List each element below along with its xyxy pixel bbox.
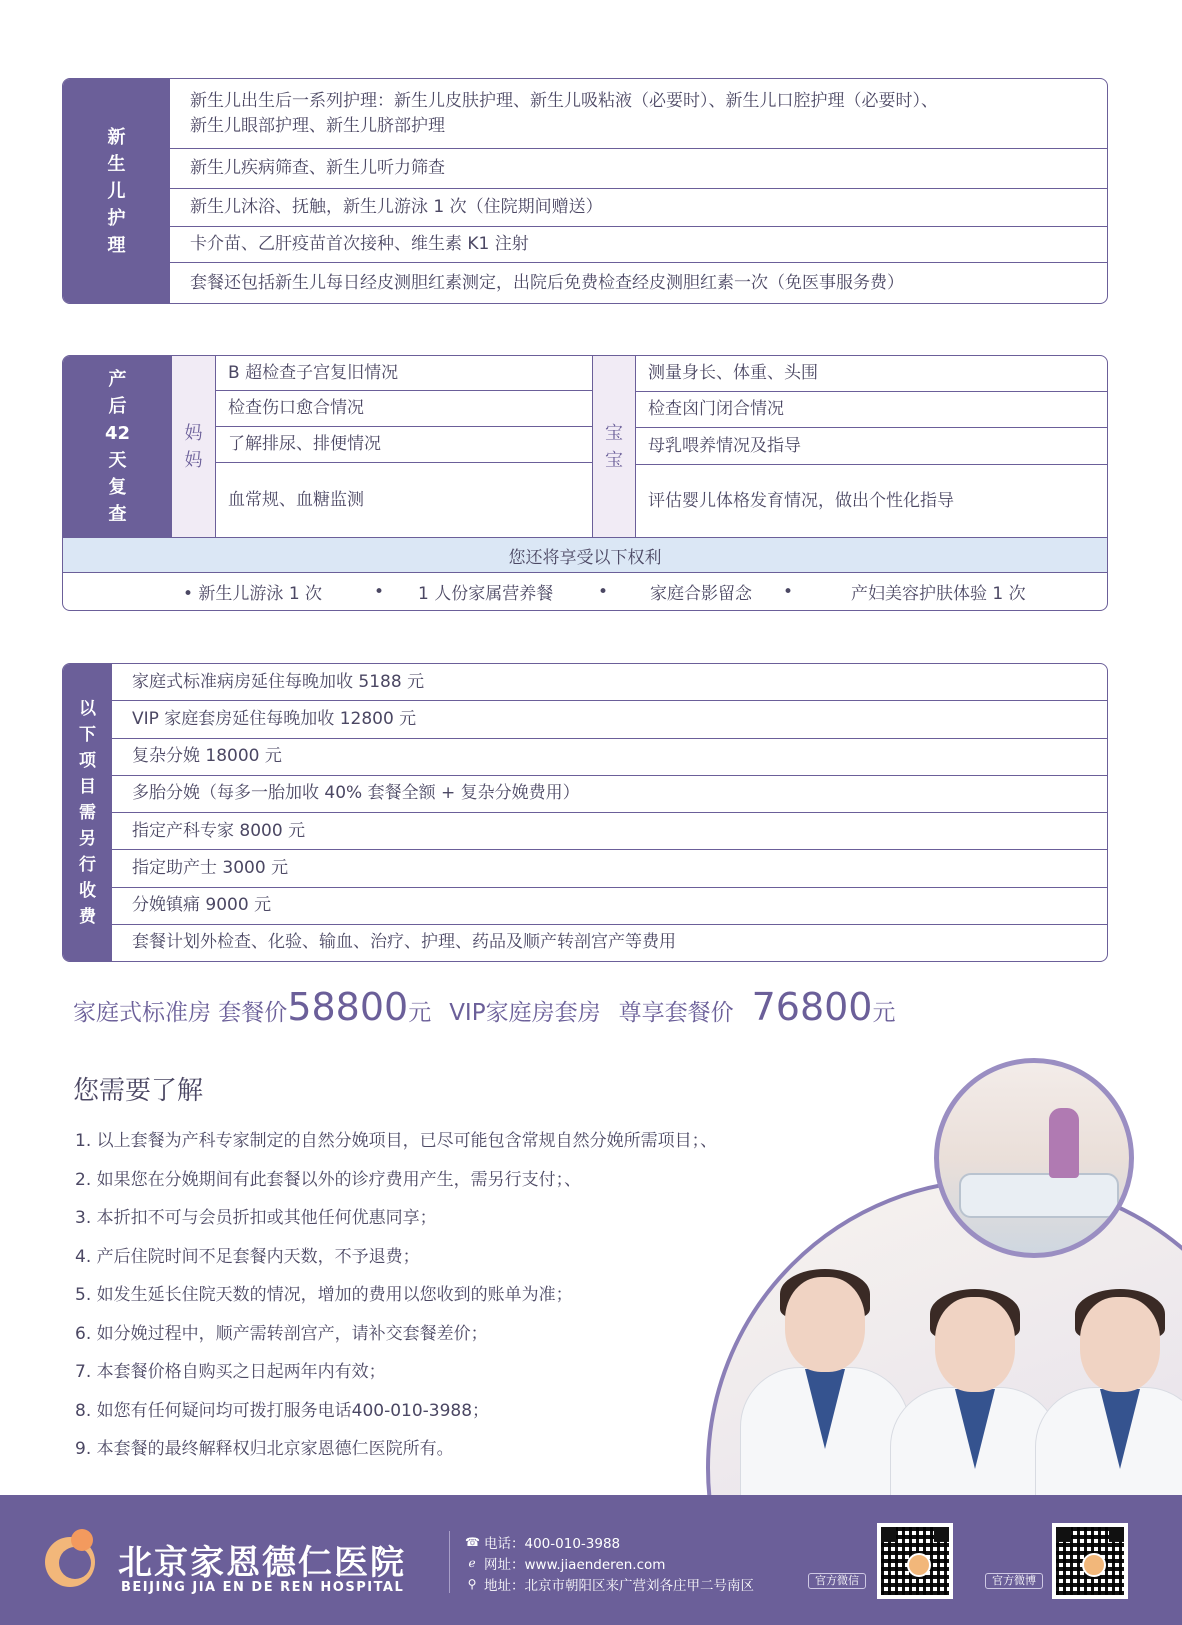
- footer-website: ℯ 网址：www.jiaenderen.com: [465, 1553, 665, 1573]
- postpartum-checkup-label: 产 后 42 天 复 查: [63, 356, 172, 537]
- extra-fee-row: 指定产科专家 8000 元: [112, 813, 1107, 850]
- newborn-care-table: [62, 78, 1108, 304]
- hospital-bed: [959, 1173, 1119, 1218]
- weibo-qr-code[interactable]: [1052, 1523, 1128, 1599]
- rights-item: 家庭合影留念: [650, 584, 752, 604]
- weibo-label: 官方微博: [985, 1573, 1043, 1589]
- extra-fees-table: [62, 663, 1108, 962]
- hospital-logo-icon: [45, 1529, 105, 1589]
- baby-item: 评估婴儿体格发育情况，做出个性化指导: [648, 490, 954, 511]
- standard-price-value: 58800: [287, 985, 409, 1029]
- note-item: 8. 如您有任何疑问均可拨打服务电话400-010-3988；: [75, 1400, 490, 1421]
- note-item: 5. 如发生延长住院天数的情况，增加的费用以您收到的账单为准；: [75, 1285, 573, 1305]
- mom-item: 检查伤口愈合情况: [216, 391, 592, 427]
- extra-fee-row: 分娩镇痛 9000 元: [112, 888, 1107, 925]
- note-item: 9. 本套餐的最终解释权归北京家恩德仁医院所有。: [75, 1439, 454, 1459]
- mom-item: 了解排尿、排便情况: [216, 427, 592, 463]
- postpartum-checkup-table: [62, 355, 1108, 611]
- mom-label: 妈 妈: [172, 356, 216, 537]
- extra-fees-label: 以 下 项 目 需 另 行 收 费: [63, 664, 112, 961]
- extra-fee-row: 指定助产士 3000 元: [112, 850, 1107, 887]
- baby-items: [636, 356, 1107, 537]
- rights-bullet: •: [374, 581, 385, 602]
- hospital-name-en: BEIJING JIA EN DE REN HOSPITAL: [121, 1580, 405, 1595]
- footer-divider: [449, 1531, 450, 1593]
- rights-item: • 新生儿游泳 1 次: [183, 584, 323, 604]
- rights-list: [63, 573, 1107, 610]
- hospital-name-cn: 北京家恩德仁医院: [118, 1543, 406, 1583]
- vip-price-label: 尊享套餐价: [618, 1000, 734, 1026]
- note-item: 4. 产后住院时间不足套餐内天数，不予退费；: [75, 1246, 420, 1267]
- extra-fee-row: 复杂分娩 18000 元: [112, 739, 1107, 776]
- wechat-qr-code[interactable]: [877, 1523, 953, 1599]
- newborn-care-label: 新 生 儿 护 理: [63, 79, 170, 303]
- newborn-care-row: 新生儿沐浴、抚触，新生儿游泳 1 次（住院期间赠送）: [170, 189, 1107, 227]
- rights-title: 您还将享受以下权利: [63, 537, 1107, 573]
- web-icon: ℯ: [468, 1556, 476, 1570]
- vip-room-label: VIP家庭房套房: [449, 1000, 601, 1026]
- footer-phone: ☎ 电话：400-010-3988: [465, 1535, 621, 1552]
- vip-price-unit: 元: [872, 1000, 896, 1026]
- baby-label: 宝 宝: [592, 356, 636, 537]
- vip-price-value: 76800: [751, 985, 873, 1029]
- rights-item: 1 人份家属营养餐: [418, 584, 554, 604]
- standard-price-label: 家庭式标准房 套餐价: [73, 1000, 288, 1026]
- mom-item: B 超检查子宫复旧情况: [216, 356, 592, 391]
- footer-address: ⚲ 地址：北京市朝阳区来广营刘各庄甲二号南区: [465, 1574, 754, 1594]
- note-item: 1. 以上套餐为产科专家制定的自然分娩项目，已尽可能包含常规自然分娩所需项目；、: [75, 1131, 718, 1151]
- note-item: 3. 本折扣不可与会员折扣或其他任何优惠同享；: [75, 1208, 437, 1228]
- extra-fee-row: VIP 家庭套房延住每晚加收 12800 元: [112, 701, 1107, 738]
- nurse-figure: [1049, 1108, 1079, 1178]
- note-item: 7. 本套餐价格自购买之日起两年内有效；: [75, 1362, 386, 1382]
- footer: [0, 1495, 1182, 1625]
- baby-item: 检查囟门闭合情况: [636, 392, 1107, 428]
- delivery-room-photo: [934, 1058, 1134, 1258]
- location-pin-icon: ⚲: [467, 1577, 477, 1591]
- rights-bullet: •: [598, 581, 609, 602]
- mom-items: [216, 356, 592, 537]
- standard-price-unit: 元: [408, 1000, 432, 1026]
- newborn-care-row: 新生儿出生后一系列护理：新生儿皮肤护理、新生儿吸粘液（必要时）、新生儿口腔护理（必要时）、 新生儿眼部护理、新生儿脐部护理: [170, 79, 1107, 149]
- extra-fee-row: 多胎分娩（每多一胎加收 40% 套餐全额 + 复杂分娩费用）: [112, 776, 1107, 813]
- note-item: 2. 如果您在分娩期间有此套餐以外的诊疗费用产生，需另行支付；、: [75, 1169, 582, 1190]
- baby-item: 母乳喂养情况及指导: [636, 428, 1107, 465]
- extra-fee-row: 套餐计划外检查、化验、输血、治疗、护理、药品及顺产转剖宫产等费用: [132, 932, 676, 953]
- newborn-care-row: 套餐还包括新生儿每日经皮测胆红素测定，出院后免费检查经皮测胆红素一次（免医事服务费）: [190, 272, 904, 293]
- baby-item: 测量身长、体重、头围: [636, 356, 1107, 392]
- newborn-care-row: 卡介苗、乙肝疫苗首次接种、维生素 K1 注射: [170, 227, 1107, 263]
- mom-item: 血常规、血糖监测: [228, 489, 364, 510]
- package-price: [73, 985, 895, 1035]
- newborn-care-row: 新生儿疾病筛查、新生儿听力筛查: [170, 149, 1107, 189]
- extra-fee-row: 家庭式标准病房延住每晚加收 5188 元: [112, 664, 1107, 701]
- wechat-label: 官方微信: [808, 1573, 866, 1589]
- rights-item: 产妇美容护肤体验 1 次: [851, 584, 1026, 604]
- notes-list: [75, 1126, 795, 1473]
- phone-icon: ☎: [465, 1535, 480, 1549]
- rights-bullet: •: [783, 581, 794, 602]
- note-item: 6. 如分娩过程中，顺产需转剖宫产，请补交套餐差价；: [75, 1323, 488, 1344]
- notes-title: 您需要了解: [73, 1076, 204, 1106]
